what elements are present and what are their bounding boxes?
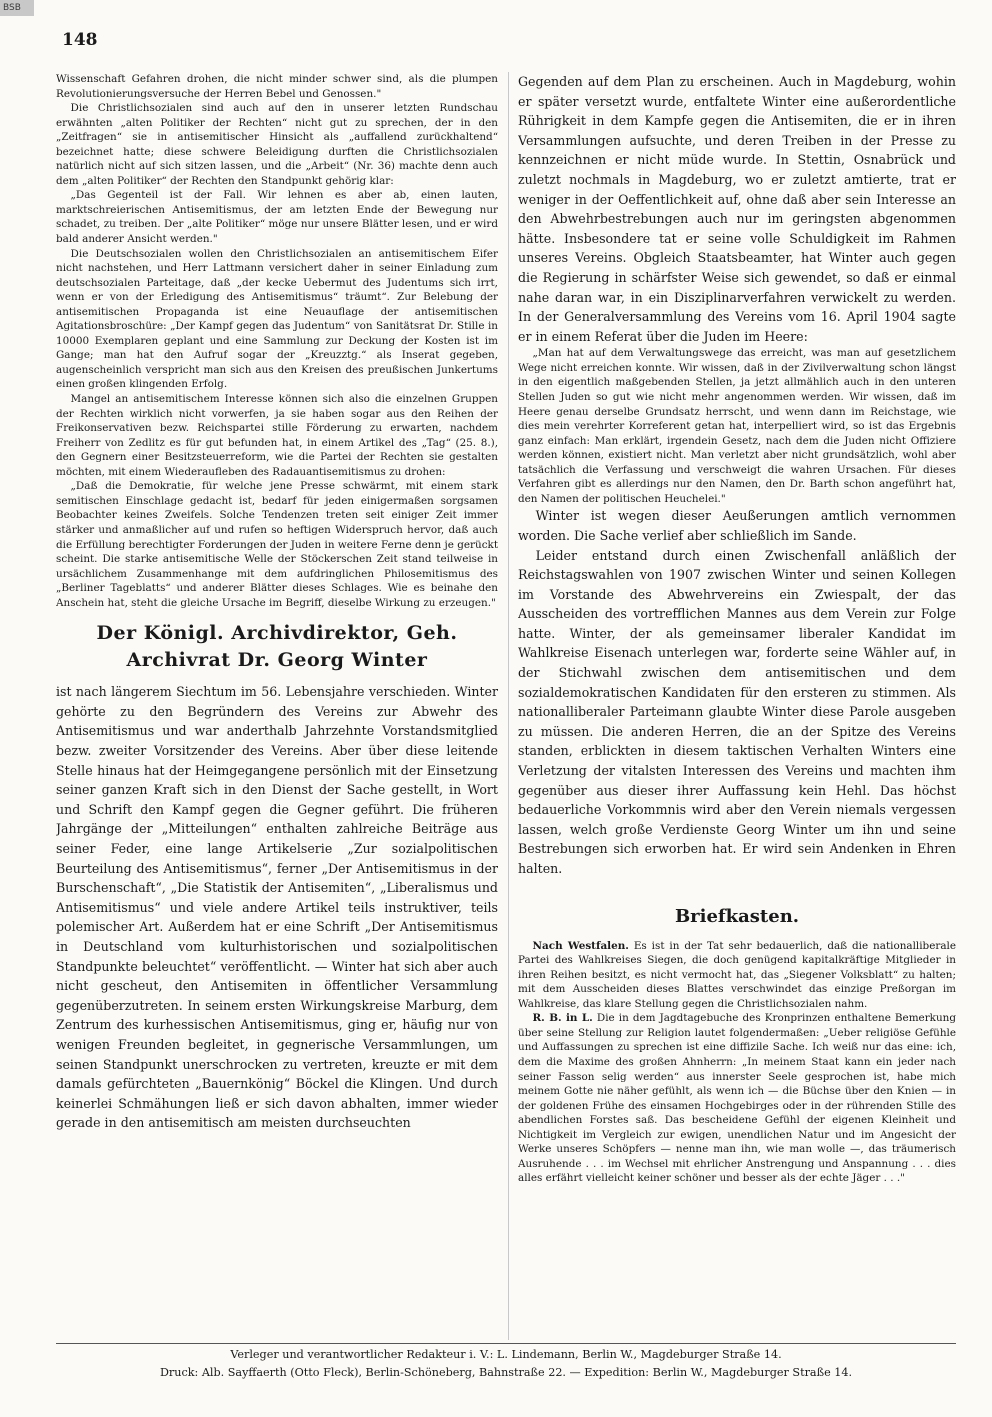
footer-printer-line: Druck: Alb. Sayffaerth (Otto Fleck), Berlin-Schöneberg, Bahnstraße 22. — Expedition: Berlin W., Magdeburger Straße 14. [159, 1366, 853, 1379]
letter-text: Die in dem Jagdtagebuche des Kronprinzen enthaltene Bemerkung über seine Stellung zur Religion lautet folgendermaßen: „Ueber religiöse Gefühle und Auffassungen zu sprechen ist eine diffizile Sache. Ich weiß nur das eine: ich, dem die Maxime des großen Ahnherrn: „In meinem Staat kann ein jeder nach seiner Fasson selig werden“ aus innerster Seele gesprochen ist, habe mich meinem Gotte nie näher gefühlt, als wenn ich — die Büchse über den Knien — in der goldenen Frühe des einsamen Hochgebirges oder in der rührenden Stille des abendlichen Forstes saß. Das bescheidene Gefühl der eigenen Kleinheit und Nichtigkeit im Vergleich zur ewigen, unendlichen Natur und im Angesicht der Werke unseres Schöpfers — nenne man ihn, wie man wolle —, das träumerisch Ausruhende . . . im Wechsel mit ehrlicher Anstrengung und Anspannung . . . dies alles erfährt vielleicht keiner schöner und besser als der echte Jäger . . ." [518, 1012, 956, 1185]
left-quote: „Das Gegenteil ist der Fall. Wir lehnen es aber ab, einen lauten, marktschreierischen Antisemitismus, der am letzten Ende der Bewegung nur schadet, zu treiben. Der „alte Politiker“ möge nur unsere Blätter lesen, und er wird bald anderer Ansicht werden." [56, 189, 498, 246]
left-column [56, 72, 498, 1340]
obituary-paragraph: ist nach längerem Siechtum im 56. Lebensjahre verschieden. Winter gehörte zu den Begründern des Vereins zur Abwehr des Antisemitismus und war anderthalb Jahrzehnte Vorstandsmitglied bezw. zweiter Vorsitzender des Vereins. Aber über diese leitende Stelle hinaus hat der Heimgegangene persönlich mit der Einsetzung seiner ganzen Kraft sich in den Dienst der Sache gestellt, in Wort und Schrift den Kampf gegen die Gegner geführt. Die früheren Jahrgänge der „Mitteilungen“ enthalten zahlreiche Beiträge aus seiner Feder, eine lange Artikelserie „Zur sozialpolitischen Beurteilung des Antisemitismus“, ferner „Der Antisemitismus in der Burschenschaft“, „Die Statistik der Antisemiten“, „Liberalismus und Antisemitismus“ und viele andere Artikel teils instruktiver, teils polemischer Art. Außerdem hat er eine Schrift „Der Antisemitismus in Deutschland vom kulturhistorischen und sozialpolitischen Standpunkte beleuchtet“ veröffentlicht. — Winter hat sich aber auch nicht gescheut, den Antisemiten in öffentlicher Versammlung gegenüberzutreten. In seinem ersten Wirkungskreise Marburg, dem Zentrum des kurhessischen Antisemitismus, ging er, häufig nur von wenigen Freunden begleitet, in gegnerische Versammlungen, um seinen Standpunkt unerschrocken zu vertreten, kreuzte er mit dem damals gefürchteten „Bauernkönig“ Böckel die Klingen. Und durch keinerlei Schmähungen ließ er sich davon abhalten, immer wieder gerade in den antisemitisch am meisten durchseuchten [56, 684, 498, 1131]
right-quote: „Man hat auf dem Verwaltungswege das erreicht, was man auf gesetzlichem Wege nicht erreichen konnte. Wir wissen, daß in der Zivilverwaltung schon längst in den eigentlich maßgebenden Stellen, ja jetzt allmählich auch in den unteren Stellen Juden so gut wie nicht mehr angenommen werden. Wir wissen, daß im Heere genau derselbe Grundsatz herrscht, und wenn dann im Reichstage, wie dies mein verehrter Korreferent getan hat, interpelliert wird, so ist das Ergebnis ganz einfach: Man erklärt, irgendein Gesetz, nach dem die Juden nicht Offiziere werden können, existiert nicht. Man verletzt aber nicht grundsätzlich, wohl aber tatsächlich die Verfassung und verschweigt die wahren Ursachen. Für dieses Verfahren gibt es allerdings nur den Namen, den Dr. Barth schon angeführt hat, den Namen der politischen Heuchelei." [518, 347, 956, 505]
library-corner-label: BSB [0, 0, 34, 16]
left-paragraph: Die Christlichsozialen sind auch auf den in unserer letzten Rundschau erwähnten „alten Politiker der Rechten“ nicht gut zu sprechen, der in den „Zeitfragen“ sie in antisemitischer Hinsicht als „auffallend zurückhaltend“ bezeichnet hatte; diese schwere Beleidigung durften die Christlichsozialen natürlich nicht auf sich sitzen lassen, und die „Arbeit“ (Nr. 36) machte denn auch dem „alten Politiker“ der Rechten den Standpunkt gehörig klar: [56, 102, 498, 187]
letter-entry [518, 1011, 956, 1186]
letter-recipient: R. B. in L. [532, 1012, 593, 1025]
column-divider [508, 72, 509, 1340]
right-paragraph: Winter ist wegen dieser Aeußerungen amtlich vernommen worden. Die Sache verlief aber schließlich im Sande. [518, 508, 956, 543]
letter-text: Es ist in der Tat sehr bedauerlich, daß die nationalliberale Partei des Wahlkreises Siegen, die doch genügend kapitalkräftige Mitglieder in ihren Reihen besitzt, es nicht vermocht hat, das „Siegener Volksblatt“ zu halten; mit dem Ausscheiden dieses Blattes verschwindet das einzige Preßorgan im Wahlkreise, das klare Stellung gegen die Christlichsozialen nahm. [518, 939, 956, 1010]
footer-publisher-line: Verleger und verantwortlicher Redakteur i. V.: L. Lindemann, Berlin W., Magdeburger Straße 14. [230, 1348, 782, 1361]
left-quote: „Daß die Demokratie, für welche jene Presse schwärmt, mit einem stark semitischen Einschlage gedacht ist, bedarf für jeden einigermaßen sorgsamen Beobachter keines Zweifels. Solche Tendenzen treten seit einiger Zeit immer stärker und anmaßlicher auf und rufen so heftigen Widerspruch hervor, daß auch die Erfüllung berechtigter Forderungen der Juden in weitere Ferne denn je gerückt scheint. Die starke antisemitische Welle der Stöckerschen Zeit stand teilweise in ursächlichem Zusammenhange mit dem aufdringlichen Philosemitismus des „Berliner Tageblatts“ und anderer Blätter dieses Schlages. Wie es beinahe den Anschein hat, steht die gleiche Ursache im Begriff, dieselbe Wirkung zu erzeugen." [56, 480, 498, 609]
right-paragraph: Leider entstand durch einen Zwischenfall anläßlich der Reichstagswahlen von 1907 zwischen Winter und seinen Kollegen im Vorstande des Abwehrvereins ein Zwiespalt, der das Ausscheiden des vortrefflichen Mannes aus dem Verein zur Folge hatte. Winter, der als gemeinsamer liberaler Kandidat im Wahlkreise Eisenach unterlegen war, forderte seine Wähler auf, in der Stichwahl zwischen dem antisemitischen und dem sozialdemokratischen Kandidaten für den ersteren zu stimmen. Als nationalliberaler Parteimann glaubte Winter diese Parole ausgeben zu müssen. Die anderen Herren, die an der Spitze des Vereins standen, erblickten in diesem taktischen Verhalten Winters eine Verletzung der vitalsten Interessen des Vereins und machten ihm gegenüber aus dieser ihrer Auffassung kein Hehl. Das höchst bedauerliche Vorkommnis wird aber den Verein niemals vergessen lassen, welch große Verdienste Georg Winter um ihn und seine Bestrebungen sich erworben hat. Er wird sein Andenken in Ehren halten. [518, 547, 956, 877]
right-column [518, 72, 956, 1340]
obituary-heading: Der Königl. Archivdirektor, Geh. Archivrat Dr. Georg Winter [96, 622, 458, 672]
right-paragraph: Gegenden auf dem Plan zu erscheinen. Auch in Magdeburg, wohin er später versetzt wurde, entfaltete Winter eine außerordentliche Rührigkeit in dem Kampfe gegen die Antisemiten, die er in ihren Versammlungen aufsuchte, und deren Treiben in der Presse zu kennzeichnen er nicht müde wurde. In Stettin, Osnabrück und zuletzt nochmals in Magdeburg, wo er zuletzt amtierte, trat er weniger in der Oeffentlichkeit auf, ohne daß aber sein Interesse an den Abwehrbestrebungen auch nur im geringsten abgenommen hätte. Insbesondere tat er seine volle Schuldigkeit im Rahmen unseres Vereins. Obgleich Staatsbeamter, hat Winter auch gegen die Regierung in schärfster Weise sich gewendet, so daß er einmal nahe daran war, in ein Disziplinarverfahren verwickelt zu werden. In der Generalversammlung des Vereins vom 16. April 1904 sagte er in einem Referat über die Juden im Heere: [518, 74, 956, 344]
left-paragraph: Mangel an antisemitischem Interesse können sich also die einzelnen Gruppen der Rechten wirklich nicht vorwerfen, ja sie haben sogar aus den Reihen der Freikonservativen bezw. Reichspartei stille Förderung zu erwarten, nachdem Freiherr von Zedlitz es für gut befunden hat, in einem Artikel des „Tag“ (25. 8.), den Gegnern einer Besitzsteuerreform, wie die Partei der Rechten sie gestalten möchten, mit einem Wiederaufleben des Radauantisemitismus zu drohen: [56, 393, 498, 478]
letter-entry [518, 939, 956, 1012]
letter-recipient: Nach Westfalen. [532, 939, 629, 952]
left-paragraph: Die Deutschsozialen wollen den Christlichsozialen an antisemitischem Eifer nicht nachstehen, und Herr Lattmann versichert daher in seiner Einladung zum deutschsozialen Parteitage, daß „der kecke Uebermut des Judentums sich irrt, wenn er von der Erledigung des Antisemitismus“ träumt“. Zur Belebung der antisemitischen Propaganda ist eine Neuauflage der antisemitischen Agitationsbroschüre: „Der Kampf gegen das Judentum“ von Sanitätsrat Dr. Stille in 10000 Exemplaren geplant und eine Sammlung zur Deckung der Kosten ist im Gange; man hat den Aufruf sogar der „Kreuzztg.“ als Inserat gegeben, augenscheinlich verspricht man sich aus den Kreisen des preußischen Junkertums einen großen klingenden Erfolg. [56, 247, 498, 391]
left-paragraph: Wissenschaft Gefahren drohen, die nicht minder schwer sind, als die plumpen Revolutionierungsversuche der Herren Bebel und Genossen." [56, 73, 498, 100]
letterbox-heading: Briefkasten. [674, 905, 800, 927]
footer-rule [56, 1343, 956, 1344]
page-number: 148 [62, 30, 98, 50]
